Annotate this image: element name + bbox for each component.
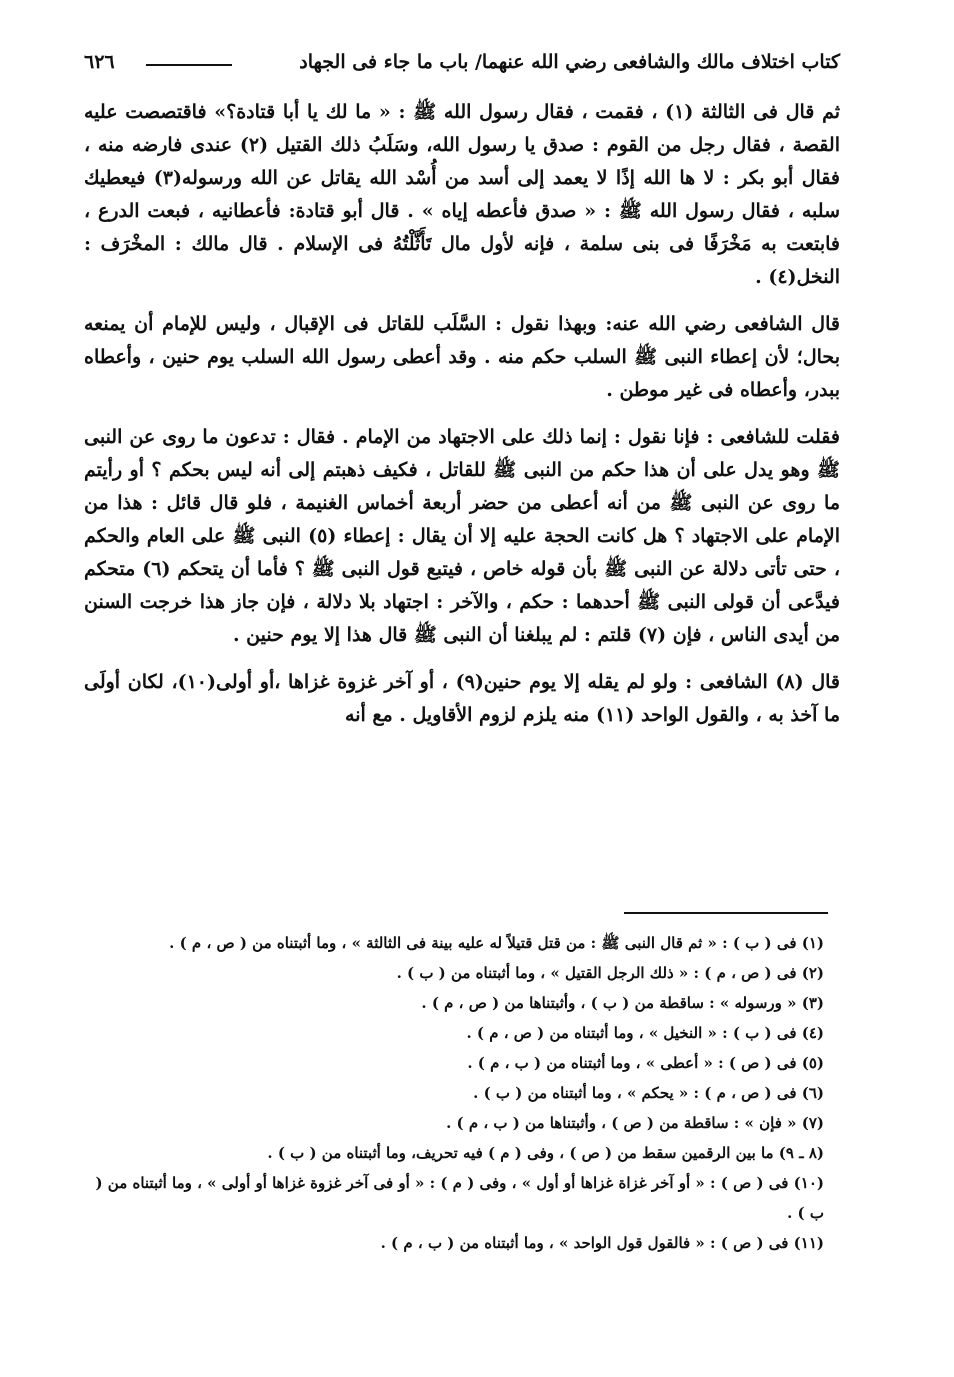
paragraph: [84, 666, 840, 732]
paragraph: [84, 308, 840, 407]
footnote: (٨ ـ ٩) ما بين الرقمين سقط من ( ص ) ، وفى ( م ) فيه تحريف، وما أثبتناه من ( ب ) .: [267, 1144, 824, 1162]
paragraph-text: ثم قال فى الثالثة (١) ، فقمت ، فقال رسول الله ﷺ : « ما لك يا أبا قتادة؟» فاقتصصت عليه القصة ، فقال رجل من القوم : صدق يا رسول الله، وسَلَبُ ذلك القتيل (٢) عندى فارضه منه ، فقال أبو بكر : لا ها الله إذًا لا يعمد إلى أسد من أُسْد الله يقاتل عن الله ورسوله(٣) فيعطيك سلبه ، فقال رسول الله ﷺ : « صدق فأعطه إياه » . قال أبو قتادة: فأعطانيه ، فبعت الدرع ، فابتعت به مَخْرَفًا فى بنى سلمة ، فإنه لأول مال تَأَثَّلْتُهُ فى الإسلام . قال مالك : المخْرَف : النخل(٤) .: [84, 101, 840, 288]
footnote: (١٠) فى ( ص ) : « أو آخر غزاة غزاها أو أول » ، وفى ( م ) : « أو فى آخر غزوة غزاها أو أولى » ، وما أثبتناه من ( ب ) .: [95, 1174, 824, 1222]
paragraph: [84, 421, 840, 652]
header-rule: [146, 64, 232, 66]
footnote: (٢) فى ( ص ، م ) : « ذلك الرجل القتيل » ، وما أثبتناه من ( ب ) .: [396, 964, 824, 982]
paragraph-speaker: قال الشافعى رضي الله عنه:: [605, 313, 840, 335]
paragraph-speaker: قال (٨) الشافعى :: [685, 671, 840, 693]
page-number: ٦٢٦: [84, 51, 115, 73]
main-text: [84, 96, 840, 746]
footnote: (٥) فى ( ص ) : « أعطى » ، وما أثبتناه من ( ب ، م ) .: [467, 1054, 824, 1072]
footnote: (٣) « ورسوله » : ساقطة من ( ب ) ، وأثبتناها من ( ص ، م ) .: [421, 994, 824, 1012]
paragraph-text: فقلت للشافعى : فإنا نقول : إنما ذلك على الاجتهاد من الإمام . فقال : تدعون ما روى عن النبى ﷺ وهو يدل على أن هذا حكم من النبى ﷺ للقاتل ، فكيف ذهبتم إلى أنه ليس بحكم ؟ أو رأيتم ما روى عن النبى ﷺ من أنه أعطى من حضر أربعة أخماس الغنيمة ، فلو قال قائل : هذا من الإمام على الاجتهاد ؟ هل كانت الحجة عليه إلا أن يقال : إعطاء (٥) النبى ﷺ على العام والحكم ، حتى تأتى دلالة عن النبى ﷺ بأن قوله خاص ، فيتبع قول النبى ﷺ ؟ فأما أن يتحكم (٦) متحكم فيدَّعى أن قولى النبى ﷺ أحدهما : حكم ، والآخر : اجتهاد بلا دلالة ، فإن جاز هذا خرجت السنن من أيدى الناس ، فإن (٧) قلتم : لم يبلغنا أن النبى ﷺ قال هذا إلا يوم حنين .: [84, 426, 840, 646]
running-title: كتاب اختلاف مالك والشافعى رضي الله عنهما/ باب ما جاء فى الجهاد: [299, 51, 840, 73]
footnote-rule: [624, 912, 828, 914]
footnote: (١١) فى ( ص ) : « فالقول قول الواحد » ، وما أثبتناه من ( ب ، م ) .: [380, 1234, 824, 1252]
footnote: (١) فى ( ب ) : « ثم قال النبى ﷺ : من قتل قتيلاً له عليه بينة فى الثالثة » ، وما أثبتناه من ( ص ، م ) .: [169, 934, 824, 952]
footnote: (٧) « فإن » : ساقطة من ( ص ) ، وأثبتناها من ( ب ، م ) .: [446, 1114, 824, 1132]
footnotes: [84, 928, 824, 1258]
footnote: (٤) فى ( ب ) : « النخيل » ، وما أثبتناه من ( ص ، م ) .: [466, 1024, 824, 1042]
paragraph: [84, 96, 840, 294]
page-header: [84, 44, 840, 80]
paragraph-text: وبهذا نقول : السَّلَب للقاتل فى الإقبال ، وليس للإمام أن يمنعه بحال؛ لأن إعطاء النبى ﷺ السلب حكم منه . وقد أعطى رسول الله السلب يوم حنين ، وأعطاه ببدر، وأعطاه فى غير موطن .: [84, 313, 840, 401]
paragraph-text: ولو لم يقله إلا يوم حنين(٩) ، أو آخر غزوة غزاها ،أو أولى(١٠)، لكان أولَى ما آخذ به ، والقول الواحد (١١) منه يلزم لزوم الأقاويل . مع أنه: [84, 671, 840, 726]
footnote: (٦) فى ( ص ، م ) : « يحكم » ، وما أثبتناه من ( ب ) .: [473, 1084, 824, 1102]
